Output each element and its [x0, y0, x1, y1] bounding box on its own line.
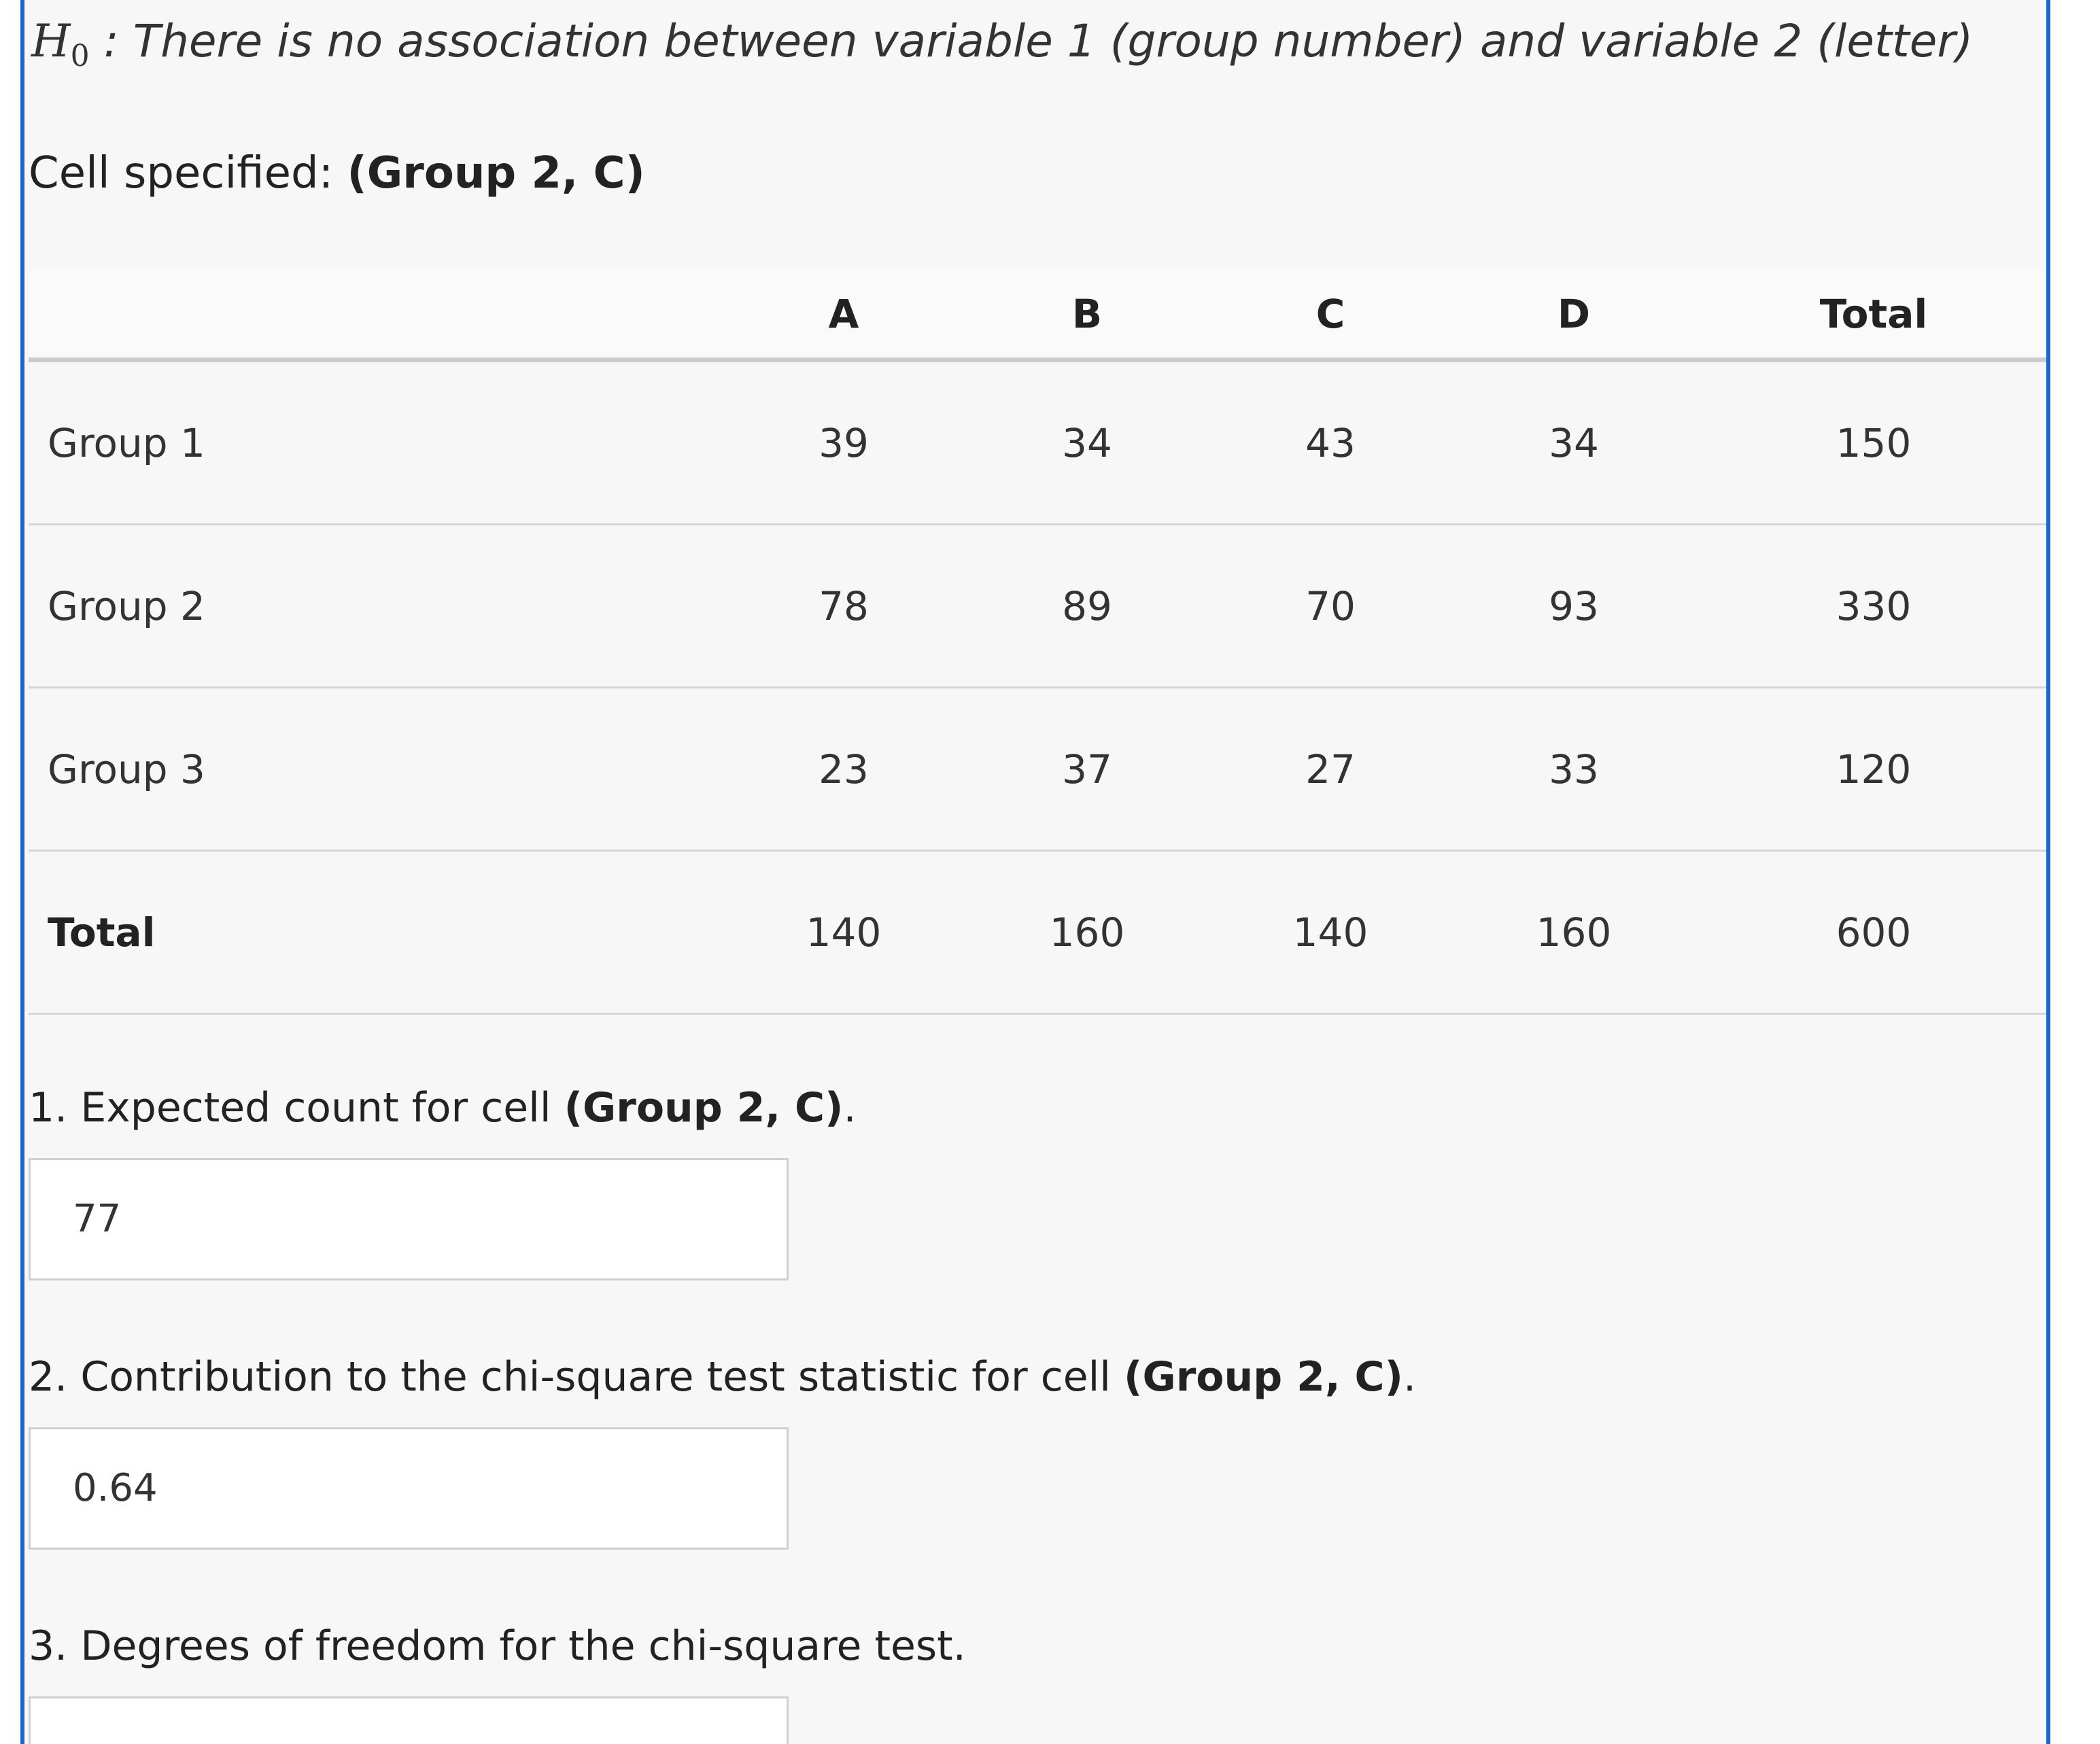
question-cell: (Group 2, C) [1124, 1353, 1403, 1401]
null-hypothesis [31, 11, 1973, 87]
table-header-cell [29, 271, 722, 360]
question-prefix: 1. Expected count for cell [29, 1084, 564, 1132]
table-cell: 34 [1452, 360, 1696, 525]
table-cell: 93 [1452, 525, 1696, 688]
hypothesis-symbol: H [31, 15, 71, 67]
question-1-label [29, 1081, 857, 1135]
table-cell: 23 [722, 688, 965, 851]
hypothesis-subscript: 0 [70, 39, 90, 74]
table-header-cell: A [722, 271, 965, 360]
cell-specified [29, 143, 645, 204]
table-cell: 37 [965, 688, 1209, 851]
hypothesis-text: : There is no association between variable 1 (group number) and variable 2 (letter) [103, 15, 1974, 67]
table-header-cell: B [965, 271, 1209, 360]
table-cell: 39 [722, 360, 965, 525]
row-label: Group 1 [29, 360, 722, 525]
row-label: Group 3 [29, 688, 722, 851]
table-row [29, 688, 2050, 851]
table-header-cell: C [1209, 271, 1452, 360]
row-label: Group 2 [29, 525, 722, 688]
contingency-table [29, 271, 2050, 1015]
table-cell: 120 [1696, 688, 2050, 851]
table-cell: 34 [965, 360, 1209, 525]
expected-count-input[interactable]: 77 [29, 1158, 789, 1280]
cell-specified-label: Cell specified: [29, 148, 334, 198]
table-header-cell: D [1452, 271, 1696, 360]
question-prefix: 3. Degrees of freedom for the chi-square test. [29, 1622, 966, 1670]
table-cell: 43 [1209, 360, 1452, 525]
question-suffix: . [1402, 1353, 1417, 1401]
table-cell: 140 [1209, 851, 1452, 1014]
question-3-label [29, 1619, 966, 1673]
table-cell: 160 [965, 851, 1209, 1014]
table-cell: 70 [1209, 525, 1452, 688]
table-cell: 330 [1696, 525, 2050, 688]
question-suffix: . [843, 1084, 857, 1132]
table-cell: 140 [722, 851, 965, 1014]
table-cell: 27 [1209, 688, 1452, 851]
table-cell: 33 [1452, 688, 1696, 851]
table-header-row [29, 271, 2050, 360]
table-cell: 160 [1452, 851, 1696, 1014]
table-cell: 600 [1696, 851, 2050, 1014]
question-prefix: 2. Contribution to the chi-square test statistic for cell [29, 1353, 1124, 1401]
question-cell: (Group 2, C) [564, 1084, 844, 1132]
table-header-cell: Total [1696, 271, 2050, 360]
table-row-total [29, 851, 2050, 1014]
table-cell: 150 [1696, 360, 2050, 525]
table-cell: 89 [965, 525, 1209, 688]
degrees-of-freedom-input[interactable] [29, 1696, 789, 1744]
chi-square-contribution-input[interactable]: 0.64 [29, 1427, 789, 1550]
table-row [29, 360, 2050, 525]
row-label: Total [29, 851, 722, 1014]
question-2-label [29, 1350, 1416, 1404]
table-row [29, 525, 2050, 688]
question-panel [20, 0, 2050, 1744]
table-cell: 78 [722, 525, 965, 688]
cell-specified-value: (Group 2, C) [347, 148, 645, 198]
